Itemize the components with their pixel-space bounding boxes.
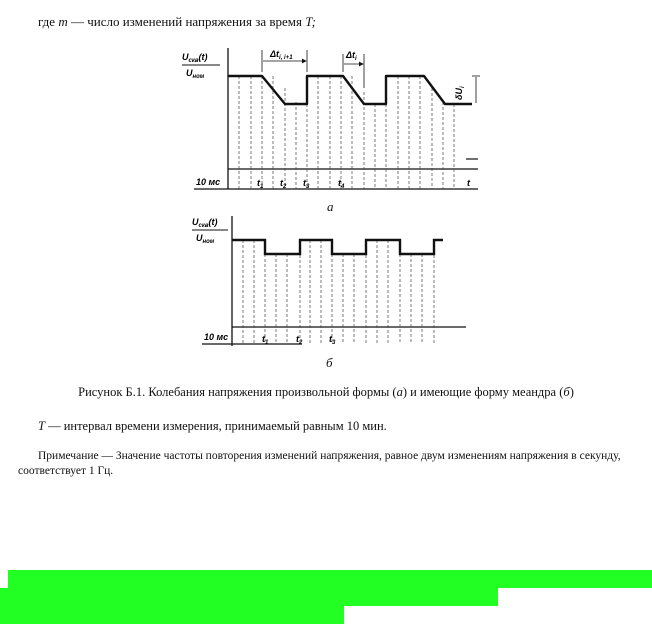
figure-a <box>180 44 490 216</box>
figure-b-letter: б <box>326 355 333 370</box>
svg-text:δUi: $\delta U_i$ <box>454 86 466 100</box>
figure-b <box>190 214 480 354</box>
ylabel-num: U <box>182 52 189 62</box>
intro-prefix: где <box>38 14 59 29</box>
y-axis-label-a <box>182 52 220 80</box>
intro-line <box>38 14 316 30</box>
grid-lines-b <box>243 240 434 344</box>
t-def-symbol: T <box>38 419 45 433</box>
svg-text:Uскв(t) <box>182 52 208 64</box>
ylabel-den-sub: ном <box>192 74 205 80</box>
voltage-curve-a <box>228 76 472 104</box>
t-symbol: T; <box>305 14 316 29</box>
svg-text:t1: $t_1$ <box>262 334 269 346</box>
highlight-bar-bottom <box>0 606 344 624</box>
ylabel-den: U <box>186 68 193 78</box>
scale-b <box>204 332 228 342</box>
y-axis-label-b <box>192 217 228 245</box>
svg-text:Δti, i+1: $\Delta t_{i, i+1}$ <box>270 49 293 61</box>
t-def-text: — интервал времени измерения, принимаемый равным 10 мин. <box>44 419 387 433</box>
highlight-bar-middle <box>0 588 498 606</box>
svg-text:t1: $t_1$ <box>257 178 264 190</box>
scale-a <box>196 169 228 189</box>
voltage-meander-b <box>232 240 443 254</box>
delta-t-a <box>343 50 364 88</box>
figure-a-letter: а <box>327 199 334 214</box>
svg-text:Uном <box>186 68 205 80</box>
delta-u-a <box>454 76 480 103</box>
ylabel-num-sub: скв <box>188 58 199 64</box>
ylabel-num-arg: (t) <box>198 52 208 62</box>
svg-text:Uном: $U_{ном}$ <box>196 233 215 245</box>
intro-middle: — число изменений напряжения за время <box>67 14 306 29</box>
svg-text:10 мс: 10 мс <box>196 177 221 187</box>
highlight-bar-top <box>8 570 652 588</box>
svg-text:t: t <box>467 178 470 188</box>
svg-text:Δti: $\Delta t_i$ <box>346 50 357 62</box>
svg-text:t3: $t_3$ <box>303 178 310 190</box>
t-definition <box>38 419 387 434</box>
svg-text:10 мс: 10 мс <box>204 332 229 342</box>
svg-text:t4: $t_4$ <box>338 178 345 190</box>
note-paragraph: Примечание — Значение частоты повторения изменений напряжения, равное двум изменениям напряжения в секунду, соответствует 1 Гц. <box>18 450 621 477</box>
svg-text:Uскв(t): $U_{скв}(t)$ <box>192 217 218 229</box>
m-symbol: m <box>58 14 68 29</box>
grid-lines-a <box>239 76 454 189</box>
svg-text:t3: $t_3$ <box>329 334 336 346</box>
delta-t-pair-a <box>262 49 307 72</box>
svg-text:t2: $t_2$ <box>280 178 287 190</box>
svg-text:t2: $t_2$ <box>296 334 303 346</box>
figure-caption: Рисунок Б.1. Колебания напряжения произвольной формы (а) и имеющие форму меандра (б) <box>78 385 574 399</box>
